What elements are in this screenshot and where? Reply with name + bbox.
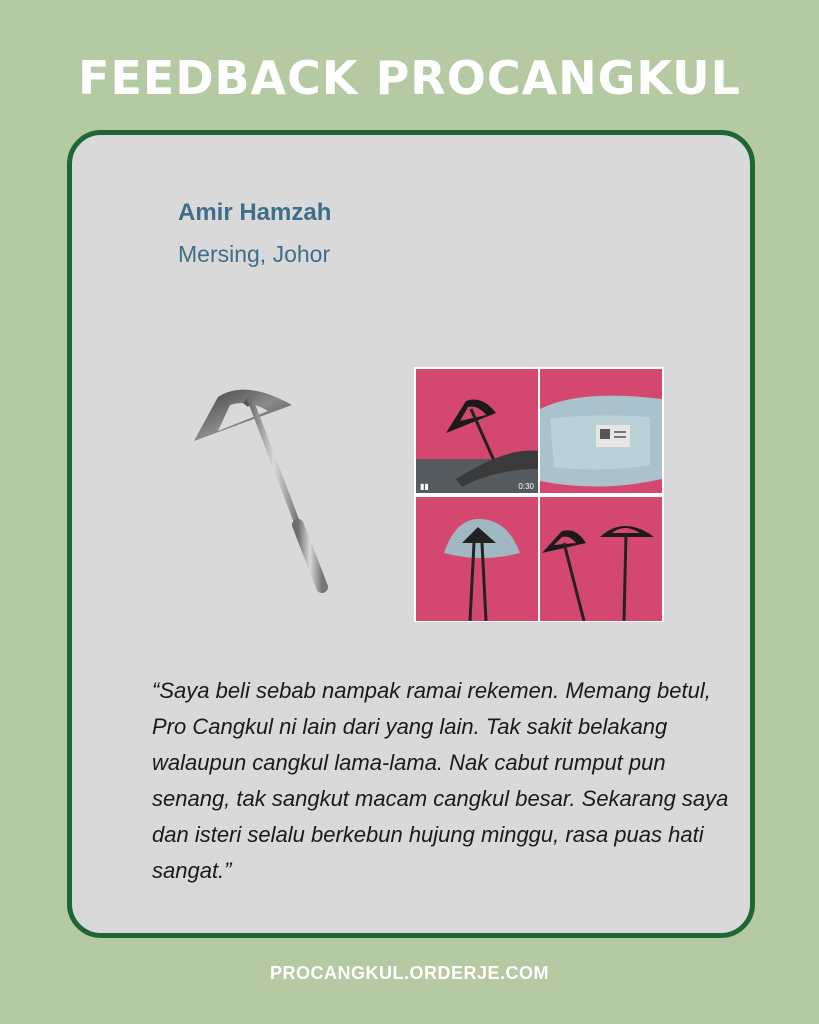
product-image: [188, 375, 348, 595]
page-title: FEEDBACK PROCANGKUL: [78, 51, 741, 105]
testimonial-card: [67, 130, 755, 938]
review-photo-two-hoes[interactable]: [540, 497, 662, 621]
review-video-thumbnail[interactable]: [416, 369, 538, 493]
review-photo-wrapped-hoes[interactable]: [416, 497, 538, 621]
review-photo-grid: [414, 367, 664, 622]
author-name: Amir Hamzah: [178, 199, 332, 226]
testimonial-quote: “Saya beli sebab nampak ramai rekemen. Memang betul, Pro Cangkul ni lain dari yang lain. Tak sakit belakang walaupun cangkul lama-lama. Nak cabut rumput pun senang, tak sangkut macam cangkul besar. Sekarang saya dan isteri selalu berkebun hujung minggu, rasa puas hati sangat.”: [152, 678, 729, 883]
review-photo-parcel[interactable]: [540, 369, 662, 493]
author-location: Mersing, Johor: [178, 241, 331, 267]
website-link[interactable]: PROCANGKUL.ORDERJE.COM: [269, 963, 549, 983]
video-indicator-icon: ▮▮: [420, 482, 429, 491]
video-duration: 0:30: [518, 482, 534, 491]
